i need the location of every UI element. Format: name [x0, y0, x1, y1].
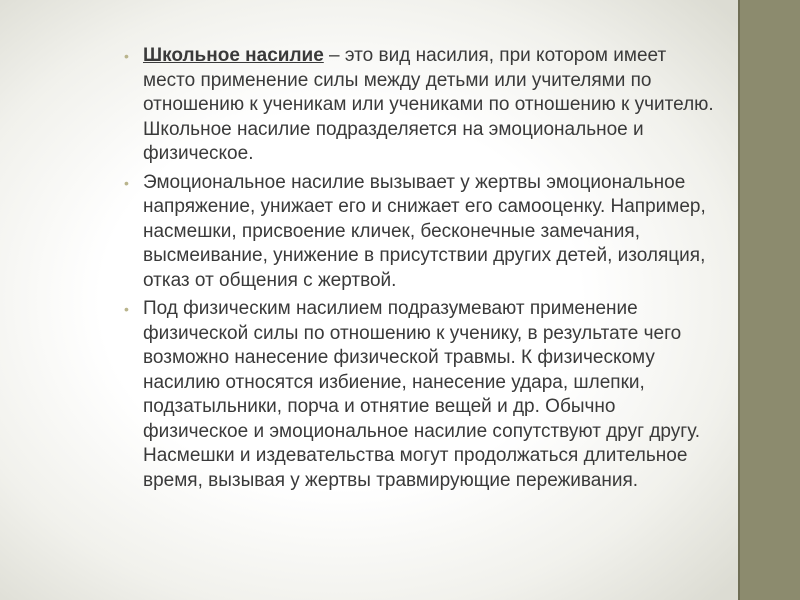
bullet-list	[124, 44, 720, 497]
decorative-sidebar	[740, 0, 800, 600]
bullet-item-emotional	[124, 171, 720, 294]
bullet-icon: •	[124, 48, 129, 64]
bullet-icon: •	[124, 174, 129, 191]
term-school-violence: Школьное насилие	[143, 45, 324, 66]
bullet-item-physical	[124, 297, 720, 493]
physical-violence-text: Под физическим насилием подразумевают применение физической силы по отношению к ученику, в результате чего возможно нанесение физической травмы. К физическому насилию относятся избиение, нанесение удара, шлепки, подзатыльники, порча и отнятие вещей и др. Обычно физическое и эмоциональное насилие сопутствуют друг другу. Насмешки и издевательства могут продолжаться длительное время, вызывая у жертвы травмирующие переживания.	[143, 298, 701, 491]
bullet-item-definition	[124, 44, 720, 167]
definition-text: – это вид насилия, при котором имеет место применение силы между детьми или учителями по отношению к ученикам или учениками по отношению к учителю. Школьное насилие подразделяется на эмоциональное и физическое.	[143, 45, 714, 164]
emotional-violence-text: Эмоциональное насилие вызывает у жертвы эмоциональное напряжение, унижает его и снижает его самооценку. Например, насмешки, присвоение кличек, бесконечные замечания, высмеивание, унижение в присутствии других детей, изоляция, отказ от общения с жертвой.	[143, 171, 706, 291]
bullet-icon: •	[124, 301, 129, 317]
